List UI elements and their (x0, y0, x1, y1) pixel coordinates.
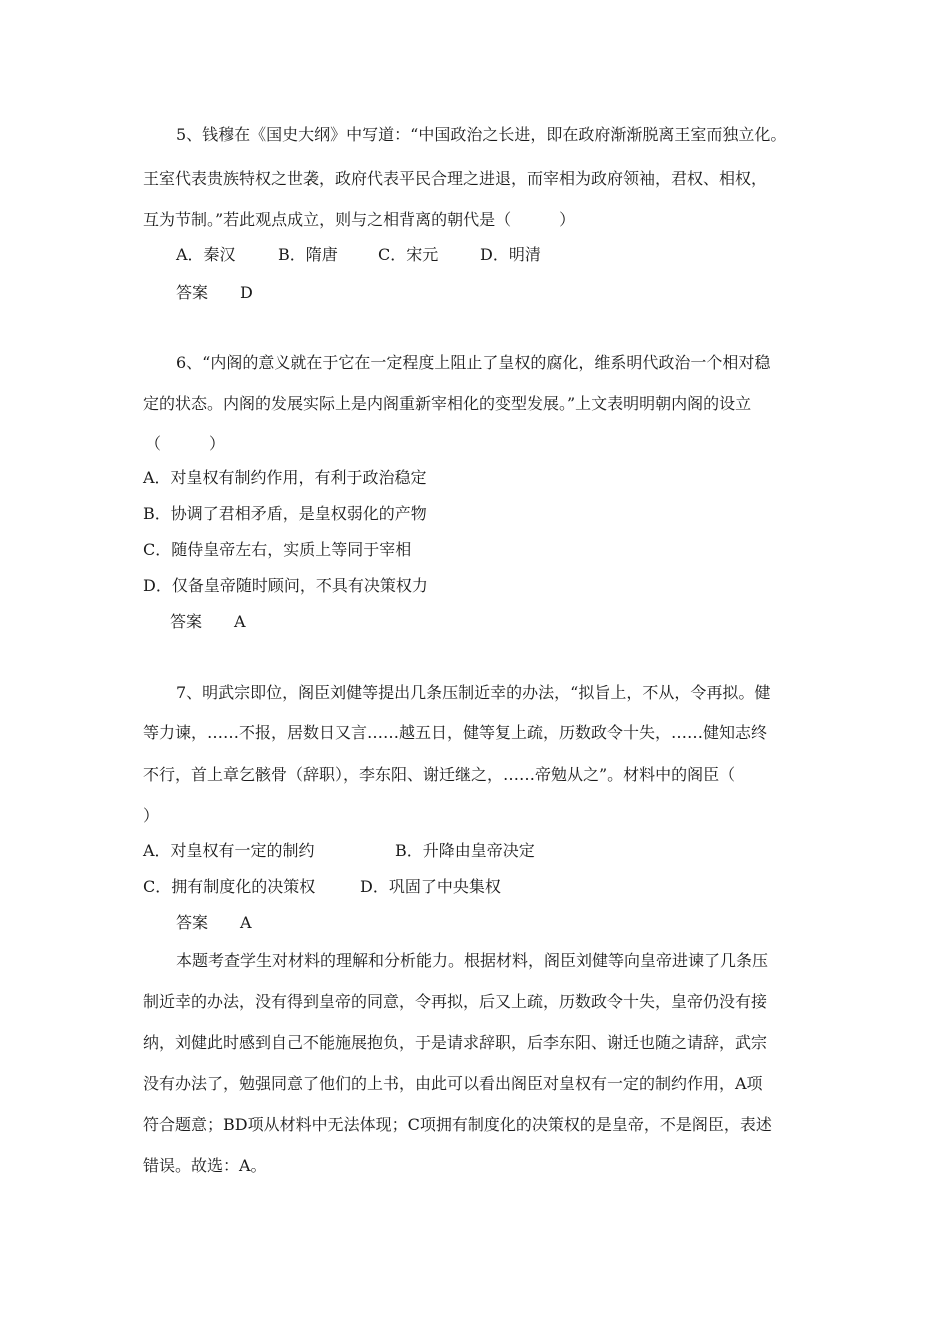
q6-option-b: B．协调了君相矛盾，是皇权弱化的产物 (143, 504, 427, 523)
q6-option-d: D．仅备皇帝随时顾问，不具有决策权力 (143, 576, 428, 595)
q6-stem-line-2: 定的状态。内阁的发展实际上是内阁重新宰相化的变型发展。”上文表明明朝内阁的设立 (143, 394, 752, 413)
q5-stem-line-2: 王室代表贵族特权之世袭，政府代表平民合理之进退，而宰相为政府领袖，君权、相权， (143, 169, 768, 188)
q7-explanation-line-2: 制近幸的办法，没有得到皇帝的同意，令再拟，后又上疏，历数政令十失，皇帝仍没有接 (143, 992, 768, 1011)
q7-explanation-line-3: 纳，刘健此时感到自己不能施展抱负，于是请求辞职，后李东阳、谢迁也随之请辞，武宗 (143, 1033, 768, 1052)
q6-answer: 答案 A (170, 612, 246, 631)
q5-stem-line-1: 5、钱穆在《国史大纲》中写道：“中国政治之长进，即在政府渐渐脱离王室而独立化。 (176, 125, 787, 144)
q5-option-a: A．秦汉 (176, 245, 236, 264)
q5-option-b: B．隋唐 (278, 245, 338, 264)
q7-option-c: C．拥有制度化的决策权 (143, 877, 316, 896)
q6-stem-line-1: 6、“内阁的意义就在于它在一定程度上阻止了皇权的腐化，维系明代政治一个相对稳 (176, 353, 771, 372)
q5-answer: 答案 D (176, 283, 253, 302)
q7-explanation-line-4: 没有办法了，勉强同意了他们的上书，由此可以看出阁臣对皇权有一定的制约作用，A项 (143, 1074, 763, 1093)
q5-option-d: D．明清 (480, 245, 541, 264)
q7-explanation-line-5: 符合题意；BD项从材料中无法体现；C项拥有制度化的决策权的是皇帝，不是阁臣，表述 (143, 1115, 772, 1134)
q7-stem-line-2: 等力谏，……不报，居数日又言……越五日，健等复上疏，历数政令十失，……健知志终 (143, 723, 768, 742)
q7-option-b: B．升降由皇帝决定 (395, 841, 535, 860)
q7-answer: 答案 A (176, 913, 252, 932)
q5-stem-line-3: 互为节制。”若此观点成立，则与之相背离的朝代是（ ） (143, 210, 576, 229)
q7-stem-line-3: 不行，首上章乞骸骨（辞职），李东阳、谢迁继之，……帝勉从之”。材料中的阁臣（ (143, 765, 736, 784)
q7-explanation-line-6: 错误。故选：A。 (143, 1156, 267, 1175)
q6-option-a: A．对皇权有制约作用，有利于政治稳定 (143, 468, 427, 487)
q6-stem-line-3: （ ） (145, 434, 226, 453)
q7-stem-line-1: 7、明武宗即位，阁臣刘健等提出几条压制近幸的办法，“拟旨上，不从，令再拟。健 (176, 683, 771, 702)
q7-stem-line-4: ） (143, 806, 160, 825)
q7-option-d: D．巩固了中央集权 (360, 877, 501, 896)
q7-explanation-line-1: 本题考查学生对材料的理解和分析能力。根据材料，阁臣刘健等向皇帝进谏了几条压 (176, 951, 769, 970)
q6-option-c: C．随侍皇帝左右，实质上等同于宰相 (143, 540, 412, 559)
q5-option-c: C．宋元 (378, 245, 439, 264)
q7-option-a: A．对皇权有一定的制约 (143, 841, 315, 860)
